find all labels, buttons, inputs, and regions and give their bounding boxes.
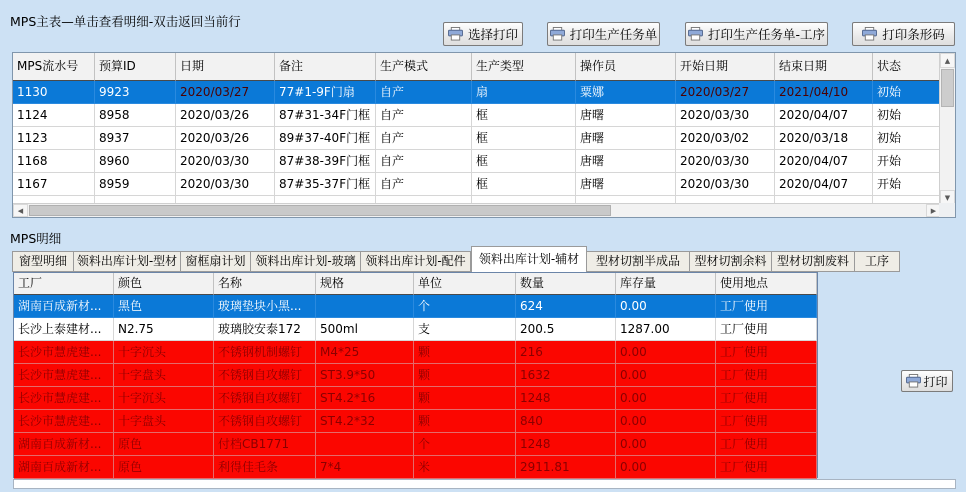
table-cell: 颗 [414, 341, 516, 364]
column-header[interactable]: 日期 [176, 53, 275, 81]
mps-main-body [13, 81, 941, 196]
table-cell: 1167 [13, 173, 95, 196]
table-cell: 玻璃胶安泰172 [214, 318, 316, 341]
column-header[interactable]: 数量 [516, 273, 616, 295]
table-cell: 颗 [414, 364, 516, 387]
table-cell: 2020/03/26 [176, 104, 275, 127]
column-header[interactable]: 开始日期 [676, 53, 775, 81]
table-cell: 2020/03/30 [176, 173, 275, 196]
printer-icon [688, 27, 703, 41]
table-cell: 2020/03/02 [676, 127, 775, 150]
detail-tab-bar [12, 246, 900, 272]
table-cell: 初始 [873, 81, 941, 104]
table-row[interactable] [13, 81, 941, 104]
table-row[interactable] [14, 410, 817, 433]
table-cell: 长沙市慧虎建... [14, 387, 114, 410]
tab-窗框扇计划[interactable]: 窗框扇计划 [181, 251, 251, 272]
table-cell: 支 [414, 318, 516, 341]
table-cell: 0.00 [616, 341, 716, 364]
table-cell: 湖南百成新材... [14, 295, 114, 318]
table-cell: 216 [516, 341, 616, 364]
table-cell: 1123 [13, 127, 95, 150]
table-cell: 1632 [516, 364, 616, 387]
table-cell: 工厂使用 [716, 318, 817, 341]
tab-型材切割半成品[interactable]: 型材切割半成品 [587, 251, 690, 272]
detail-print-button[interactable] [901, 370, 953, 392]
scroll-left-arrow-icon[interactable]: ◀ [13, 204, 28, 217]
table-cell: 87#35-37F门框 [275, 173, 376, 196]
table-cell: 原色 [114, 456, 214, 479]
column-header[interactable]: 生产类型 [472, 53, 576, 81]
table-cell: 8959 [95, 173, 176, 196]
table-cell: 不锈钢自攻螺钉 [214, 387, 316, 410]
table-cell: 2020/03/30 [676, 150, 775, 173]
table-cell: 长沙市慧虎建... [14, 364, 114, 387]
table-cell: 0.00 [616, 295, 716, 318]
select-print-button[interactable] [443, 22, 523, 46]
table-row[interactable] [13, 150, 941, 173]
table-cell: ST3.9*50 [316, 364, 414, 387]
table-cell: 2020/03/18 [775, 127, 873, 150]
table-cell: 开始 [873, 150, 941, 173]
print-barcode-label: 打印条形码 [882, 27, 945, 42]
table-cell [316, 295, 414, 318]
table-cell: 不锈钢自攻螺钉 [214, 364, 316, 387]
table-cell: 不锈钢自攻螺钉 [214, 410, 316, 433]
column-header[interactable]: 预算ID [95, 53, 176, 81]
scroll-right-arrow-icon[interactable]: ▶ [926, 204, 941, 217]
table-cell: 8960 [95, 150, 176, 173]
table-cell: 2020/03/30 [176, 150, 275, 173]
table-cell: 500ml [316, 318, 414, 341]
table-cell: 初始 [873, 104, 941, 127]
detail-print-label: 打印 [923, 374, 948, 389]
print-task-process-label: 打印生产任务单-工序 [707, 27, 825, 42]
scroll-down-arrow-icon[interactable]: ▼ [940, 190, 955, 205]
table-row[interactable] [13, 104, 941, 127]
table-cell: 1248 [516, 387, 616, 410]
table-cell: 米 [414, 456, 516, 479]
table-cell: 840 [516, 410, 616, 433]
table-cell: 0.00 [616, 387, 716, 410]
table-row[interactable] [14, 387, 817, 410]
table-cell: 工厂使用 [716, 295, 817, 318]
table-cell: 自产 [376, 150, 472, 173]
column-header[interactable]: 工厂 [14, 273, 114, 295]
table-row[interactable] [14, 456, 817, 479]
table-cell: 1248 [516, 433, 616, 456]
printer-icon [906, 374, 921, 388]
table-cell: 0.00 [616, 456, 716, 479]
column-header[interactable]: 使用地点 [716, 273, 817, 295]
table-cell: M4*25 [316, 341, 414, 364]
table-cell: 2020/04/07 [775, 150, 873, 173]
table-row[interactable] [14, 318, 817, 341]
column-header[interactable]: 库存量 [616, 273, 716, 295]
tab-型材切割废料[interactable]: 型材切割废料 [772, 251, 855, 272]
table-cell: 初始 [873, 127, 941, 150]
table-cell: 个 [414, 295, 516, 318]
table-cell: 工厂使用 [716, 433, 817, 456]
table-cell: 扇 [472, 81, 576, 104]
table-cell: 工厂使用 [716, 364, 817, 387]
mps-main-table [12, 52, 956, 218]
column-header[interactable]: 备注 [275, 53, 376, 81]
tab-领料出库计划-型材[interactable]: 领料出库计划-型材 [74, 251, 181, 272]
table-cell: 黑色 [114, 295, 214, 318]
table-cell: 玻璃垫块小黑... [214, 295, 316, 318]
print-barcode-button[interactable] [852, 22, 955, 46]
table-cell: 2020/04/07 [775, 173, 873, 196]
table-cell: 2020/03/30 [676, 104, 775, 127]
table-cell: 框 [472, 173, 576, 196]
table-row[interactable] [13, 127, 941, 150]
table-cell: 0.00 [616, 433, 716, 456]
mps-main-header-row [13, 53, 941, 81]
table-cell: 自产 [376, 127, 472, 150]
column-header[interactable]: 名称 [214, 273, 316, 295]
table-cell: 1168 [13, 150, 95, 173]
table-cell: 框 [472, 104, 576, 127]
table-cell: 87#31-34F门框 [275, 104, 376, 127]
table-cell: 唐曙 [576, 104, 676, 127]
table-cell: 唐曙 [576, 173, 676, 196]
detail-table-footer-strip [13, 479, 956, 489]
table-cell: 框 [472, 150, 576, 173]
table-cell: 2020/03/27 [676, 81, 775, 104]
vertical-scroll-thumb[interactable] [941, 69, 954, 107]
column-header[interactable]: 生产模式 [376, 53, 472, 81]
table-cell: 8958 [95, 104, 176, 127]
table-cell: N2.75 [114, 318, 214, 341]
table-cell: 7*4 [316, 456, 414, 479]
table-cell: 十字沉头 [114, 387, 214, 410]
table-cell: 工厂使用 [716, 410, 817, 433]
table-cell: 200.5 [516, 318, 616, 341]
table-cell: 1130 [13, 81, 95, 104]
mps-detail-header-row [14, 273, 817, 295]
table-cell: 8937 [95, 127, 176, 150]
column-header[interactable]: 规格 [316, 273, 414, 295]
table-cell: 湖南百成新材... [14, 456, 114, 479]
tab-型材切割余料[interactable]: 型材切割余料 [690, 251, 772, 272]
table-cell: 开始 [873, 173, 941, 196]
print-task-button[interactable] [547, 22, 660, 46]
table-cell: 2021/04/10 [775, 81, 873, 104]
mps-main-table-content [13, 53, 941, 205]
table-cell: 十字盘头 [114, 364, 214, 387]
table-cell: 颗 [414, 387, 516, 410]
horizontal-scrollbar[interactable] [13, 203, 941, 217]
table-row[interactable] [14, 364, 817, 387]
column-header[interactable]: 结束日期 [775, 53, 873, 81]
printer-icon [448, 27, 463, 41]
column-header[interactable]: 颜色 [114, 273, 214, 295]
tab-领料出库计划-玻璃[interactable]: 领料出库计划-玻璃 [251, 251, 361, 272]
vertical-scrollbar[interactable] [939, 53, 955, 205]
printer-icon [862, 27, 877, 41]
table-cell: 唐曙 [576, 127, 676, 150]
table-cell: 2911.81 [516, 456, 616, 479]
table-cell: 粟娜 [576, 81, 676, 104]
tab-工序[interactable]: 工序 [855, 251, 900, 272]
table-cell: 十字沉头 [114, 341, 214, 364]
table-cell: 工厂使用 [716, 341, 817, 364]
table-cell: 长沙市慧虎建... [14, 341, 114, 364]
table-cell: 唐曙 [576, 150, 676, 173]
table-cell: 颗 [414, 410, 516, 433]
table-cell: 1287.00 [616, 318, 716, 341]
main-section-title: MPS主表—单击查看明细-双击返回当前行 [10, 14, 241, 29]
table-cell: 不锈钢机制螺钉 [214, 341, 316, 364]
table-cell: 2020/03/27 [176, 81, 275, 104]
table-cell: 自产 [376, 81, 472, 104]
table-cell: 湖南百成新材... [14, 433, 114, 456]
table-cell: ST4.2*16 [316, 387, 414, 410]
tab-窗型明细[interactable]: 窗型明细 [12, 251, 74, 272]
table-cell: 工厂使用 [716, 387, 817, 410]
table-cell: 2020/03/26 [176, 127, 275, 150]
table-cell: 工厂使用 [716, 456, 817, 479]
table-cell: 框 [472, 127, 576, 150]
table-row[interactable] [13, 173, 941, 196]
table-cell: 87#38-39F门框 [275, 150, 376, 173]
table-cell: 自产 [376, 173, 472, 196]
column-header[interactable]: 状态 [873, 53, 941, 81]
scrollbar-corner [939, 203, 955, 217]
table-row[interactable] [14, 295, 817, 318]
column-header[interactable]: 操作员 [576, 53, 676, 81]
mps-detail-table [13, 272, 818, 478]
mps-detail-body [14, 295, 817, 479]
table-cell: 0.00 [616, 410, 716, 433]
table-cell: 长沙市慧虎建... [14, 410, 114, 433]
table-cell: 2020/03/30 [676, 173, 775, 196]
table-cell: 长沙上泰建材... [14, 318, 114, 341]
table-cell: 个 [414, 433, 516, 456]
column-header[interactable]: 单位 [414, 273, 516, 295]
table-cell: 9923 [95, 81, 176, 104]
table-row[interactable] [14, 341, 817, 364]
print-task-process-button[interactable] [685, 22, 828, 46]
table-cell: 自产 [376, 104, 472, 127]
table-cell: 利得佳毛条 [214, 456, 316, 479]
table-cell: 77#1-9F门扇 [275, 81, 376, 104]
table-cell: ST4.2*32 [316, 410, 414, 433]
printer-icon [550, 27, 565, 41]
table-cell: 2020/04/07 [775, 104, 873, 127]
tab-领料出库计划-配件[interactable]: 领料出库计划-配件 [361, 251, 471, 272]
table-cell: 0.00 [616, 364, 716, 387]
select-print-label: 选择打印 [467, 27, 518, 42]
tab-领料出库计划-辅材[interactable]: 领料出库计划-辅材 [471, 246, 587, 272]
table-cell: 89#37-40F门框 [275, 127, 376, 150]
table-cell: 原色 [114, 433, 214, 456]
horizontal-scroll-thumb[interactable] [29, 205, 611, 216]
table-cell: 付档CB1771 [214, 433, 316, 456]
table-cell [316, 433, 414, 456]
scroll-up-arrow-icon[interactable]: ▲ [940, 53, 955, 68]
table-cell: 1124 [13, 104, 95, 127]
table-row[interactable] [14, 433, 817, 456]
column-header[interactable]: MPS流水号 [13, 53, 95, 81]
print-task-label: 打印生产任务单 [569, 27, 658, 42]
detail-section-title: MPS明细 [10, 231, 62, 246]
table-cell: 624 [516, 295, 616, 318]
table-cell: 十字盘头 [114, 410, 214, 433]
